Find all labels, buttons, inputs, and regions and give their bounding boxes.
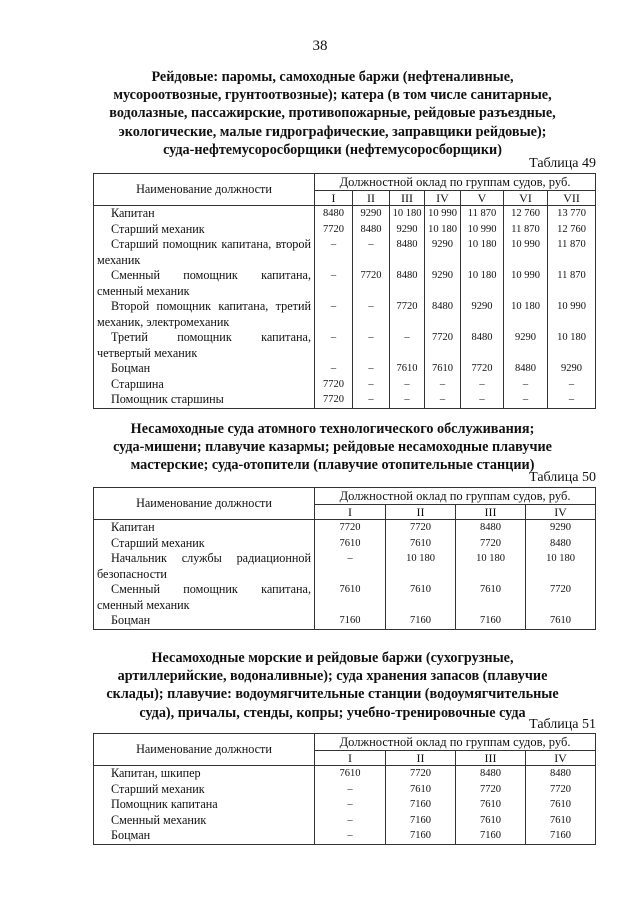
table-49 bbox=[93, 173, 596, 409]
salary-cell: – bbox=[548, 377, 596, 393]
table-row bbox=[94, 206, 596, 222]
group-col-header: I bbox=[315, 191, 353, 206]
col-name-header: Наименование должности bbox=[94, 174, 315, 206]
salary-cell: 10 180 bbox=[504, 299, 548, 330]
salary-cell: – bbox=[315, 797, 386, 813]
salary-cell: 8480 bbox=[504, 361, 548, 377]
heading-line: Несамоходные суда атомного технологического обслуживания; bbox=[130, 421, 535, 437]
salary-cell: – bbox=[315, 813, 386, 829]
table-row bbox=[94, 268, 596, 299]
salary-cell: – bbox=[315, 268, 353, 299]
group-col-header: VII bbox=[548, 191, 596, 206]
heading-line: экологические, малые гидрографические, заправщики рейдовые); bbox=[118, 123, 547, 140]
table-row bbox=[94, 377, 596, 393]
position-name: Капитан bbox=[94, 520, 315, 536]
salary-cell: 10 990 bbox=[548, 299, 596, 330]
group-header: Должностной оклад по группам судов, руб. bbox=[315, 488, 596, 505]
group-col-header: II bbox=[353, 191, 390, 206]
salary-cell: – bbox=[353, 237, 390, 268]
salary-cell: 7720 bbox=[386, 766, 456, 782]
salary-cell: 11 870 bbox=[548, 268, 596, 299]
salary-cell: 7610 bbox=[386, 536, 456, 552]
col-name-header: Наименование должности bbox=[94, 734, 315, 766]
salary-cell: 7720 bbox=[526, 782, 596, 798]
position-name: Второй помощник капитана, третий механик, электромеханик bbox=[94, 299, 315, 330]
position-name: Старший помощник капитана, второй механик bbox=[94, 237, 315, 268]
position-name: Боцман bbox=[94, 613, 315, 629]
salary-cell: 8480 bbox=[456, 520, 526, 536]
heading-line: склады); плавучие: водоумягчительные станции (водоумягчительные bbox=[106, 686, 559, 703]
salary-cell: – bbox=[390, 330, 425, 361]
salary-cell: – bbox=[461, 377, 504, 393]
salary-cell: 7160 bbox=[386, 613, 456, 629]
heading-line: Рейдовые: паромы, самоходные баржи (нефтеналивные, bbox=[151, 69, 514, 85]
salary-cell: 7610 bbox=[425, 361, 461, 377]
salary-cell: 7610 bbox=[386, 782, 456, 798]
salary-cell: 10 990 bbox=[504, 268, 548, 299]
table-row bbox=[94, 392, 596, 408]
section-51-heading bbox=[60, 649, 605, 722]
position-name: Сменный помощник капитана, сменный механик bbox=[94, 268, 315, 299]
salary-cell: 7720 bbox=[315, 222, 353, 238]
salary-cell: – bbox=[425, 377, 461, 393]
salary-cell: 7160 bbox=[315, 613, 386, 629]
group-col-header: IV bbox=[526, 505, 596, 520]
salary-cell: – bbox=[353, 361, 390, 377]
salary-cell: – bbox=[315, 551, 386, 582]
table-row bbox=[94, 613, 596, 629]
group-col-header: III bbox=[456, 751, 526, 766]
position-name: Помощник старшины bbox=[94, 392, 315, 408]
salary-cell: 7160 bbox=[386, 797, 456, 813]
salary-cell: 10 180 bbox=[526, 551, 596, 582]
position-name: Старший механик bbox=[94, 222, 315, 238]
heading-line: суда), причалы, стенды, копры; учебно-тренировочные суда bbox=[139, 704, 526, 721]
position-name: Помощник капитана bbox=[94, 797, 315, 813]
salary-cell: 7610 bbox=[526, 613, 596, 629]
group-col-header: III bbox=[456, 505, 526, 520]
table-row bbox=[94, 520, 596, 536]
salary-cell: 8480 bbox=[353, 222, 390, 238]
salary-cell: 9290 bbox=[526, 520, 596, 536]
salary-cell: 7160 bbox=[386, 828, 456, 844]
salary-cell: 8480 bbox=[390, 268, 425, 299]
group-header: Должностной оклад по группам судов, руб. bbox=[315, 174, 596, 191]
table-row bbox=[94, 813, 596, 829]
salary-cell: 9290 bbox=[461, 299, 504, 330]
salary-cell: 11 870 bbox=[504, 222, 548, 238]
salary-cell: – bbox=[390, 392, 425, 408]
heading-line: артиллерийские, водоналивные); суда хранения запасов (плавучие bbox=[117, 668, 548, 685]
table-row bbox=[94, 330, 596, 361]
table-row bbox=[94, 828, 596, 844]
section-49-heading bbox=[60, 68, 605, 159]
group-col-header: II bbox=[386, 751, 456, 766]
table-row bbox=[94, 782, 596, 798]
salary-cell: 9290 bbox=[504, 330, 548, 361]
salary-cell: – bbox=[353, 330, 390, 361]
table-50-label: Таблица 50 bbox=[529, 470, 596, 485]
salary-cell: 7610 bbox=[315, 582, 386, 613]
heading-line: суда-мишени; плавучие казармы; рейдовые несамоходные плавучие bbox=[113, 439, 552, 456]
salary-cell: 11 870 bbox=[548, 237, 596, 268]
salary-cell: 7160 bbox=[456, 828, 526, 844]
position-name: Боцман bbox=[94, 828, 315, 844]
salary-cell: 10 990 bbox=[461, 222, 504, 238]
salary-cell: 8480 bbox=[526, 536, 596, 552]
salary-cell: – bbox=[353, 299, 390, 330]
table-row bbox=[94, 536, 596, 552]
table-row bbox=[94, 361, 596, 377]
salary-cell: 10 180 bbox=[425, 222, 461, 238]
salary-cell: – bbox=[315, 237, 353, 268]
group-col-header: II bbox=[386, 505, 456, 520]
salary-cell: 7720 bbox=[386, 520, 456, 536]
group-col-header: I bbox=[315, 751, 386, 766]
salary-cell: 7610 bbox=[456, 813, 526, 829]
salary-cell: 7720 bbox=[425, 330, 461, 361]
salary-cell: 8480 bbox=[526, 766, 596, 782]
salary-cell: – bbox=[461, 392, 504, 408]
table-51-label: Таблица 51 bbox=[529, 717, 596, 732]
col-name-header: Наименование должности bbox=[94, 488, 315, 520]
salary-cell: – bbox=[353, 377, 390, 393]
salary-cell: 7610 bbox=[390, 361, 425, 377]
salary-cell: 8480 bbox=[456, 766, 526, 782]
salary-cell: 9290 bbox=[548, 361, 596, 377]
salary-cell: 7720 bbox=[526, 582, 596, 613]
salary-cell: 7720 bbox=[390, 299, 425, 330]
group-header: Должностной оклад по группам судов, руб. bbox=[315, 734, 596, 751]
salary-cell: 12 760 bbox=[548, 222, 596, 238]
salary-cell: 7720 bbox=[315, 392, 353, 408]
table-row bbox=[94, 766, 596, 782]
table-row bbox=[94, 222, 596, 238]
position-name: Третий помощник капитана, четвертый механик bbox=[94, 330, 315, 361]
salary-cell: – bbox=[353, 392, 390, 408]
heading-line: мастерские; суда-отопители (плавучие отопительные станции) bbox=[130, 457, 535, 474]
table-row bbox=[94, 797, 596, 813]
salary-cell: – bbox=[548, 392, 596, 408]
salary-cell: 8480 bbox=[390, 237, 425, 268]
heading-line: водолазные, пассажирские, противопожарные, рейдовые разъездные, bbox=[109, 105, 556, 122]
group-col-header: V bbox=[461, 191, 504, 206]
salary-cell: – bbox=[315, 782, 386, 798]
salary-cell: – bbox=[390, 377, 425, 393]
salary-cell: 13 770 bbox=[548, 206, 596, 222]
salary-cell: 7160 bbox=[456, 613, 526, 629]
group-col-header: VI bbox=[504, 191, 548, 206]
salary-cell: – bbox=[315, 828, 386, 844]
salary-cell: 10 180 bbox=[548, 330, 596, 361]
position-name: Сменный помощник капитана, сменный механик bbox=[94, 582, 315, 613]
salary-cell: – bbox=[425, 392, 461, 408]
group-col-header: III bbox=[390, 191, 425, 206]
salary-cell: 7720 bbox=[353, 268, 390, 299]
position-name: Старший механик bbox=[94, 782, 315, 798]
salary-cell: 7720 bbox=[456, 536, 526, 552]
salary-cell: 8480 bbox=[461, 330, 504, 361]
salary-cell: 8480 bbox=[425, 299, 461, 330]
heading-line: суда-нефтемусоросборщики (нефтемусоросборщики) bbox=[163, 141, 502, 158]
salary-cell: 7610 bbox=[526, 813, 596, 829]
salary-cell: 10 180 bbox=[390, 206, 425, 222]
heading-line: мусороотвозные, грунтоотвозные); катера (в том числе санитарные, bbox=[113, 87, 552, 104]
salary-cell: 8480 bbox=[315, 206, 353, 222]
position-name: Капитан, шкипер bbox=[94, 766, 315, 782]
table-row bbox=[94, 299, 596, 330]
salary-cell: 7610 bbox=[456, 582, 526, 613]
position-name: Боцман bbox=[94, 361, 315, 377]
salary-cell: 10 990 bbox=[504, 237, 548, 268]
position-name: Капитан bbox=[94, 206, 315, 222]
table-row bbox=[94, 582, 596, 613]
salary-cell: 9290 bbox=[353, 206, 390, 222]
salary-cell: 7720 bbox=[461, 361, 504, 377]
salary-cell: 7160 bbox=[386, 813, 456, 829]
table-51 bbox=[93, 733, 596, 845]
table-row bbox=[94, 551, 596, 582]
salary-cell: 9290 bbox=[390, 222, 425, 238]
position-name: Старший механик bbox=[94, 536, 315, 552]
salary-cell: 9290 bbox=[425, 237, 461, 268]
salary-cell: – bbox=[315, 330, 353, 361]
position-name: Начальник службы радиационной безопасности bbox=[94, 551, 315, 582]
salary-cell: – bbox=[504, 392, 548, 408]
group-col-header: IV bbox=[526, 751, 596, 766]
salary-cell: 10 180 bbox=[456, 551, 526, 582]
salary-cell: – bbox=[315, 299, 353, 330]
group-col-header: IV bbox=[425, 191, 461, 206]
salary-cell: 7720 bbox=[315, 520, 386, 536]
table-49-label: Таблица 49 bbox=[529, 156, 596, 171]
salary-cell: 10 180 bbox=[461, 237, 504, 268]
salary-cell: – bbox=[504, 377, 548, 393]
table-row bbox=[94, 237, 596, 268]
group-col-header: I bbox=[315, 505, 386, 520]
salary-cell: 7610 bbox=[386, 582, 456, 613]
salary-cell: 7720 bbox=[315, 377, 353, 393]
heading-line: Несамоходные морские и рейдовые баржи (сухогрузные, bbox=[151, 650, 514, 666]
position-name: Старшина bbox=[94, 377, 315, 393]
salary-cell: 10 180 bbox=[386, 551, 456, 582]
salary-cell: 7610 bbox=[315, 766, 386, 782]
table-50 bbox=[93, 487, 596, 630]
salary-cell: 10 180 bbox=[461, 268, 504, 299]
section-50-heading bbox=[60, 420, 605, 475]
position-name: Сменный механик bbox=[94, 813, 315, 829]
salary-cell: 7610 bbox=[526, 797, 596, 813]
salary-cell: 7610 bbox=[315, 536, 386, 552]
page-number: 38 bbox=[312, 38, 328, 54]
salary-cell: 7160 bbox=[526, 828, 596, 844]
salary-cell: – bbox=[315, 361, 353, 377]
salary-cell: 12 760 bbox=[504, 206, 548, 222]
salary-cell: 7610 bbox=[456, 797, 526, 813]
salary-cell: 10 990 bbox=[425, 206, 461, 222]
salary-cell: 11 870 bbox=[461, 206, 504, 222]
salary-cell: 7720 bbox=[456, 782, 526, 798]
salary-cell: 9290 bbox=[425, 268, 461, 299]
